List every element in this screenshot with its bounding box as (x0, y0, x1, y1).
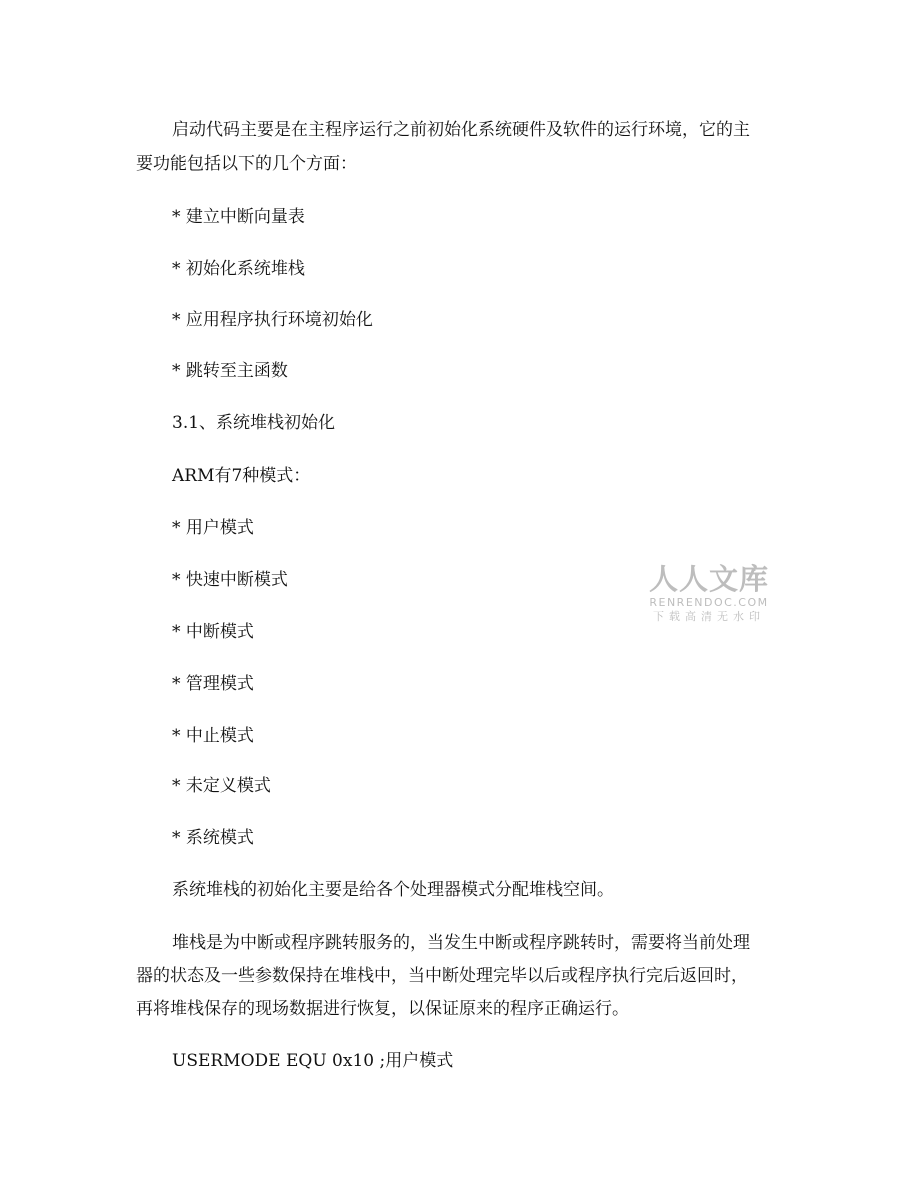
watermark-subtitle: 下载高清无水印 (653, 610, 765, 623)
stack-paragraph-line-2: 器的状态及一些参数保持在堆栈中，当中断处理完毕以后或程序执行完后返回时， (136, 966, 748, 986)
list-item: * 中断模式 (172, 622, 254, 642)
section-heading: 3.1、系统堆栈初始化 (172, 413, 336, 433)
list-item: * 用户模式 (172, 518, 254, 538)
list-item: * 系统模式 (172, 828, 254, 848)
code-line: USERMODE EQU 0x10 ;用户模式 (172, 1051, 454, 1071)
list-item: * 跳转至主函数 (172, 361, 288, 381)
list-item: * 快速中断模式 (172, 570, 288, 590)
list-item: * 建立中断向量表 (172, 207, 305, 227)
list-item: * 未定义模式 (172, 776, 271, 796)
watermark-site: RENRENDOC.COM (649, 596, 769, 609)
list-item: * 初始化系统堆栈 (172, 259, 305, 279)
watermark (644, 562, 774, 624)
list-item: * 中止模式 (172, 726, 254, 746)
intro-paragraph-line-1: 启动代码主要是在主程序运行之前初始化系统硬件及软件的运行环境，它的主 (172, 120, 750, 140)
body-paragraph: 系统堆栈的初始化主要是给各个处理器模式分配堆栈空间。 (172, 880, 614, 900)
intro-paragraph-line-2: 要功能包括以下的几个方面： (136, 154, 357, 174)
stack-paragraph-line-3: 再将堆栈保存的现场数据进行恢复，以保证原来的程序正确运行。 (136, 999, 629, 1019)
modes-intro: ARM有7种模式： (172, 466, 311, 486)
list-item: * 应用程序执行环境初始化 (172, 310, 373, 330)
list-item: * 管理模式 (172, 674, 254, 694)
stack-paragraph-line-1: 堆栈是为中断或程序跳转服务的，当发生中断或程序跳转时，需要将当前处理 (172, 933, 750, 953)
watermark-title: 人人文库 (648, 562, 769, 596)
